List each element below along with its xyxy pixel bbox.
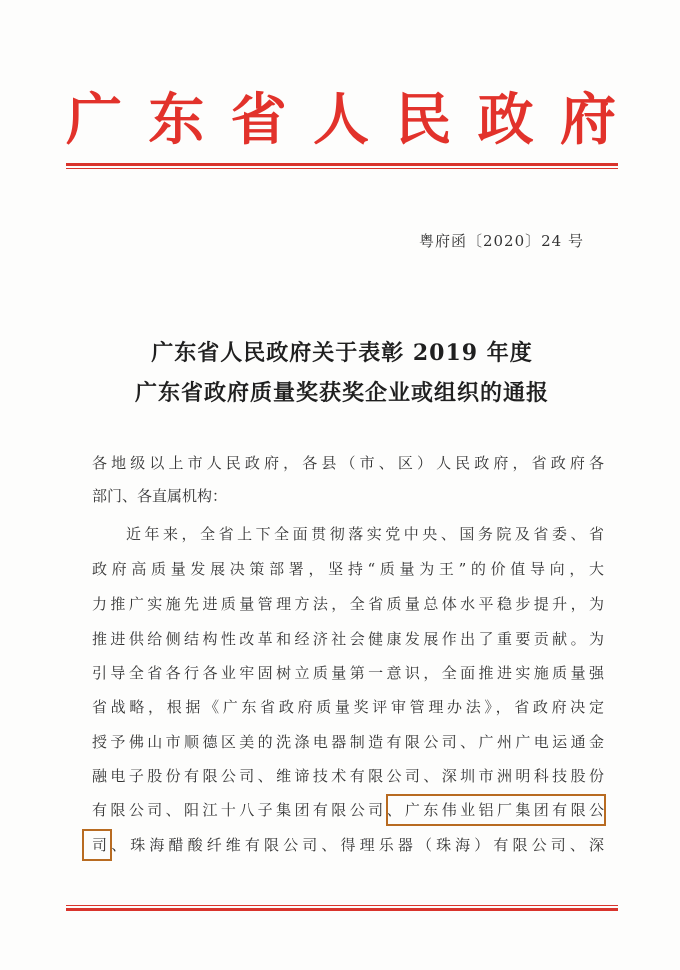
body-line: 省战略，根据《广东省政府质量奖评审管理办法》，省政府决定 [92,698,604,716]
body-line: 近年来，全省上下全面贯彻落实党中央、国务院及省委、省 [126,525,604,543]
masthead-char: 人 [312,87,369,153]
footer-divider-thin [66,905,618,906]
header-divider-thick [66,163,618,166]
masthead-char: 民 [395,87,452,153]
body-line: 力推广实施先进质量管理方法，全省质量总体水平稳步提升，为 [92,595,604,613]
document-title-line-1: 广东省人民政府关于表彰 2019 年度 [151,340,533,366]
masthead-char: 省 [230,87,287,153]
document-title-line-2: 广东省政府质量奖获奖企业或组织的通报 [134,380,549,406]
highlight-box [386,794,606,826]
masthead-char: 政 [477,87,534,153]
body-line: 授予佛山市顺德区美的洗涤电器制造有限公司、广州广电运通金 [92,733,604,751]
body-line: 各地级以上市人民政府，各县（市、区）人民政府，省政府各 [92,454,604,472]
body-line: 引导全省各行各业牢固树立质量第一意识，全面推进实施质量强 [92,664,604,682]
body-line: 推进供给侧结构性改革和经济社会健康发展作出了重要贡献。为 [92,630,604,648]
masthead-char: 府 [559,87,616,153]
body-line: 有限公司、阳江十八子集团有限公司、广东伟业铝厂集团有限公 [92,801,604,819]
body-line: 部门、各直属机构： [92,487,228,505]
masthead [66,80,616,160]
masthead-char: 东 [148,87,205,153]
document-number: 粤府函〔2020〕24 号 [418,232,584,250]
body-line: 政府高质量发展决策部署，坚持“质量为王”的价值导向，大 [92,560,604,578]
body-line: 融电子股份有限公司、维谛技术有限公司、深圳市洲明科技股份 [92,767,604,785]
body-line: 司、珠海醋酸纤维有限公司、得理乐器（珠海）有限公司、深 [92,836,604,854]
masthead-char: 广 [66,87,122,153]
footer-divider-thick [66,908,618,911]
header-divider-thin [66,168,618,169]
highlight-box [82,829,112,861]
